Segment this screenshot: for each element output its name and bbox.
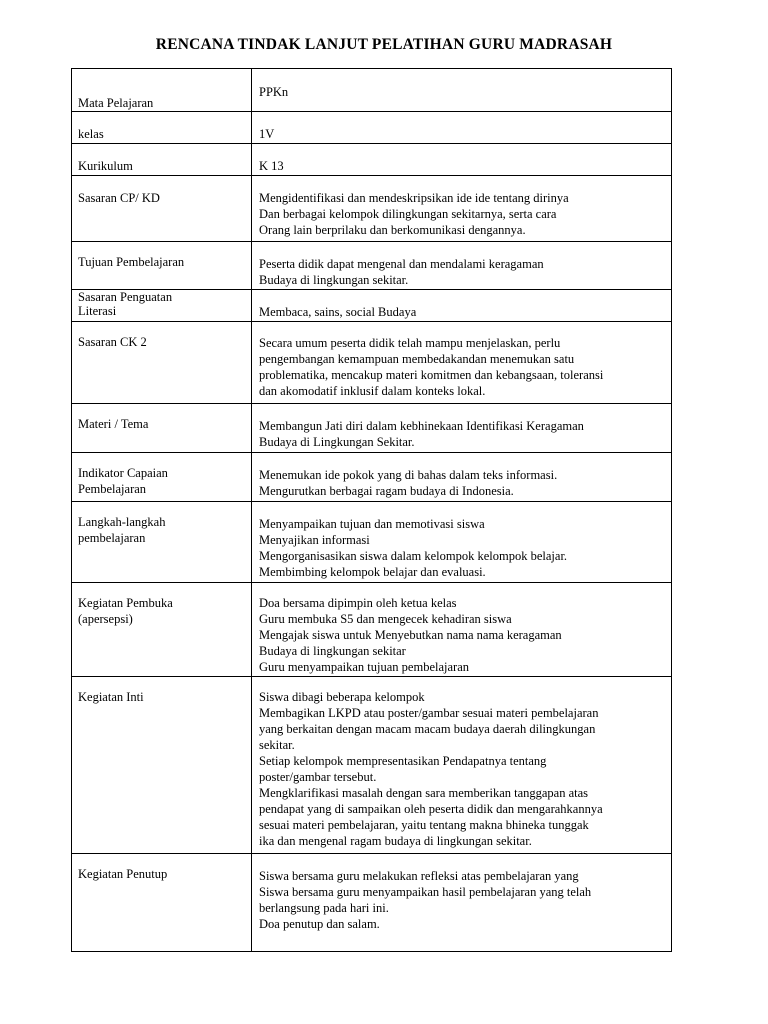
row-value: Mengidentifikasi dan mendeskripsikan ide ide tentang dirinya Dan berbagai kelompok dilingkungan sekitarnya, serta cara Orang lain berprilaku dan berkomunikasi dengannya. (259, 191, 569, 237)
row-value-cell (252, 583, 672, 677)
table-row (72, 453, 672, 502)
row-label-cell (72, 322, 252, 404)
row-value-cell (252, 144, 672, 176)
table-row (72, 677, 672, 854)
row-value: Menyampaikan tujuan dan memotivasi siswa Menyajikan informasi Mengorganisasikan siswa dalam kelompok kelompok belajar. Membimbing kelompok belajar dan evaluasi. (259, 517, 568, 579)
table-row (72, 404, 672, 453)
row-label: Langkah-langkah pembelajaran (78, 515, 166, 545)
row-value-cell (252, 322, 672, 404)
row-value: Doa bersama dipimpin oleh ketua kelas Guru membuka S5 dan mengecek kehadiran siswa Mengajak siswa untuk Menyebutkan nama nama keragaman Budaya di lingkungan sekitar Guru menyampaikan tujuan pembelajaran (259, 596, 562, 674)
row-value-cell (252, 290, 672, 322)
row-label: Materi / Tema (78, 417, 149, 431)
row-value: 1V (259, 127, 275, 141)
row-label: Kegiatan Pembuka (apersepsi) (78, 596, 173, 626)
table-row (72, 144, 672, 176)
row-value: Siswa dibagi beberapa kelompok Membagikan LKPD atau poster/gambar sesuai materi pembelajaran yang berkaitan dengan macam macam budaya daerah dilingkungan sekitar. Setiap kelompok mempresentasikan Pendapatnya tentang poster/gambar tersebut. Mengklarifikasi masalah dengan sara memberikan tanggapan atas pendapat yang di sampaikan oleh peserta didik dan mengarahkannya sesuai materi pembelajaran, yaitu tentang makna bhineka tunggak ika dan mengenal ragam budaya di lingkungan sekitar. (259, 690, 603, 848)
table-row (72, 69, 672, 112)
row-value: Peserta didik dapat mengenal dan mendalami keragaman Budaya di lingkungan sekitar. (259, 257, 544, 287)
row-value-cell (252, 176, 672, 242)
row-label-cell (72, 112, 252, 144)
row-label-cell (72, 69, 252, 112)
row-label: kelas (78, 127, 104, 141)
row-value: PPKn (259, 85, 289, 99)
row-label-cell (72, 854, 252, 952)
row-value-cell (252, 112, 672, 144)
row-label: Sasaran CP/ KD (78, 191, 160, 205)
row-value: Secara umum peserta didik telah mampu menjelaskan, perlu pengembangan kemampuan membedakandan menemukan satu problematika, mencakup materi komitmen dan kebangsaan, toleransi dan akomodatif inklusif dalam konteks lokal. (259, 336, 604, 398)
table-row (72, 242, 672, 290)
row-label-cell (72, 677, 252, 854)
row-value: Membaca, sains, social Budaya (259, 305, 417, 319)
row-label-cell (72, 502, 252, 583)
row-label: Indikator Capaian Pembelajaran (78, 466, 168, 496)
row-label: Sasaran Penguatan Literasi (78, 290, 173, 318)
row-value-cell (252, 69, 672, 112)
row-value-cell (252, 453, 672, 502)
row-label: Sasaran CK 2 (78, 335, 147, 349)
row-label-cell (72, 404, 252, 453)
table-row (72, 854, 672, 952)
row-value-cell (252, 404, 672, 453)
row-label: Kegiatan Inti (78, 690, 144, 704)
row-value: K 13 (259, 159, 284, 173)
row-label: Kurikulum (78, 159, 133, 173)
row-value-cell (252, 677, 672, 854)
table-row (72, 502, 672, 583)
row-label: Kegiatan Penutup (78, 867, 168, 881)
row-label-cell (72, 583, 252, 677)
table-row (72, 176, 672, 242)
row-value-cell (252, 242, 672, 290)
row-label-cell (72, 453, 252, 502)
document-title: RENCANA TINDAK LANJUT PELATIHAN GURU MADRASAH (155, 36, 613, 53)
table-row (72, 322, 672, 404)
lesson-plan-table (71, 68, 672, 952)
row-value: Menemukan ide pokok yang di bahas dalam teks informasi. Mengurutkan berbagai ragam budaya di Indonesia. (259, 468, 558, 498)
row-value-cell (252, 854, 672, 952)
row-value-cell (252, 502, 672, 583)
table-row (72, 112, 672, 144)
row-label-cell (72, 144, 252, 176)
row-label-cell (72, 242, 252, 290)
row-value: Siswa bersama guru melakukan refleksi atas pembelajaran yang Siswa bersama guru menyampaikan hasil pembelajaran yang telah berlangsung pada hari ini. Doa penutup dan salam. (259, 869, 592, 931)
row-label: Tujuan Pembelajaran (78, 255, 185, 269)
table-row (72, 583, 672, 677)
row-label-cell (72, 176, 252, 242)
row-label-cell (72, 290, 252, 322)
row-label: Mata Pelajaran (78, 96, 154, 110)
row-value: Membangun Jati diri dalam kebhinekaan Identifikasi Keragaman Budaya di Lingkungan Sekitar. (259, 419, 584, 449)
table-row (72, 290, 672, 322)
